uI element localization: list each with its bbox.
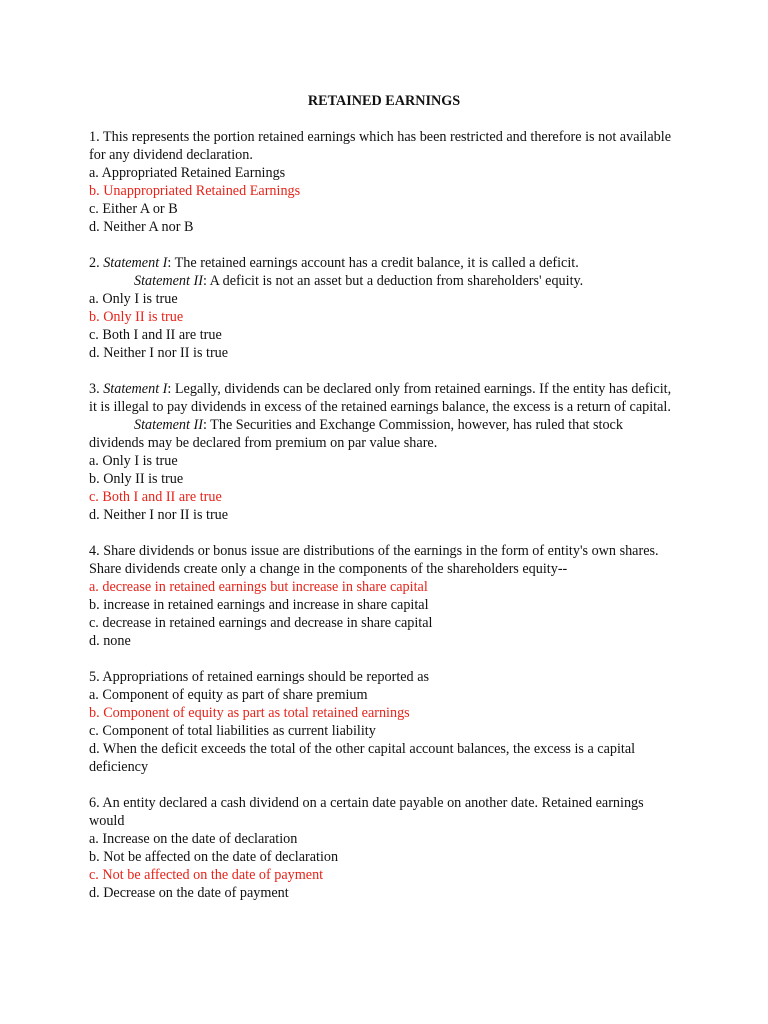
question-4-option-a: a. decrease in retained earnings but increase in share capital	[89, 579, 428, 595]
statement-2-label: Statement II	[134, 417, 203, 433]
question-6-option-d: d. Decrease on the date of payment	[89, 885, 289, 901]
question-3	[89, 380, 679, 524]
question-3-option-a: a. Only I is true	[89, 453, 178, 469]
statement-1-label: Statement I	[103, 381, 168, 397]
question-5-option-d: d. When the deficit exceeds the total of the other capital account balances, the excess is a capital deficiency	[89, 741, 636, 775]
question-2-option-b: b. Only II is true	[89, 309, 184, 325]
question-3-option-c: c. Both I and II are true	[89, 489, 222, 505]
statement-1-text: : Legally, dividends can be declared only from retained earnings. If the entity has deficit, it is illegal to pay dividends in excess of the retained earnings balance, the excess is a return of capital.	[89, 381, 672, 415]
question-4-option-c: c. decrease in retained earnings and decrease in share capital	[89, 615, 433, 631]
question-5-option-b: b. Component of equity as part as total retained earnings	[89, 705, 410, 721]
question-6-option-b: b. Not be affected on the date of declaration	[89, 849, 339, 865]
question-2-option-d: d. Neither I nor II is true	[89, 345, 229, 361]
document-title: RETAINED EARNINGS	[307, 93, 461, 109]
statement-1-label: Statement I	[103, 255, 168, 271]
statement-2-label: Statement II	[134, 273, 203, 289]
statement-1-text: : The retained earnings account has a credit balance, it is called a deficit.	[167, 255, 579, 271]
question-5-option-a: a. Component of equity as part of share premium	[89, 687, 368, 703]
question-1-option-d: d. Neither A nor B	[89, 219, 194, 235]
question-2-option-a: a. Only I is true	[89, 291, 178, 307]
question-2-number: 2.	[89, 255, 104, 271]
question-2-statement-1	[89, 254, 679, 272]
question-2	[89, 254, 679, 362]
question-4-option-d: d. none	[89, 633, 131, 649]
question-5	[89, 668, 679, 776]
question-3-option-b: b. Only II is true	[89, 471, 184, 487]
question-3-statement-1	[89, 380, 679, 416]
question-4-stem: 4. Share dividends or bonus issue are distributions of the earnings in the form of entity's own shares. Share dividends create only a change in the components of the shareholders equity--	[89, 543, 659, 577]
question-6-option-a: a. Increase on the date of declaration	[89, 831, 298, 847]
question-list	[89, 128, 679, 920]
question-1-option-b: b. Unappropriated Retained Earnings	[89, 183, 301, 199]
question-2-statement-2	[89, 272, 679, 290]
question-6-stem: 6. An entity declared a cash dividend on a certain date payable on another date. Retained earnings would	[89, 795, 644, 829]
question-3-option-d: d. Neither I nor II is true	[89, 507, 229, 523]
question-3-statement-2	[89, 416, 679, 452]
question-4-option-b: b. increase in retained earnings and increase in share capital	[89, 597, 429, 613]
statement-2-text: : A deficit is not an asset but a deduction from shareholders' equity.	[202, 273, 584, 289]
question-2-option-c: c. Both I and II are true	[89, 327, 222, 343]
question-5-option-c: c. Component of total liabilities as current liability	[89, 723, 376, 739]
question-5-stem: 5. Appropriations of retained earnings should be reported as	[89, 669, 430, 685]
question-1-option-a: a. Appropriated Retained Earnings	[89, 165, 286, 181]
question-1-stem: 1. This represents the portion retained earnings which has been restricted and therefore is not available for any dividend declaration.	[89, 129, 672, 163]
statement-2-text: : The Securities and Exchange Commission, however, has ruled that stock dividends may be declared from premium on par value share.	[89, 417, 623, 451]
question-6	[89, 794, 679, 902]
question-1	[89, 128, 679, 236]
question-1-option-c: c. Either A or B	[89, 201, 178, 217]
question-6-option-c: c. Not be affected on the date of payment	[89, 867, 324, 883]
question-3-number: 3.	[89, 381, 104, 397]
question-4	[89, 542, 679, 650]
statement-2-indent	[89, 417, 134, 433]
